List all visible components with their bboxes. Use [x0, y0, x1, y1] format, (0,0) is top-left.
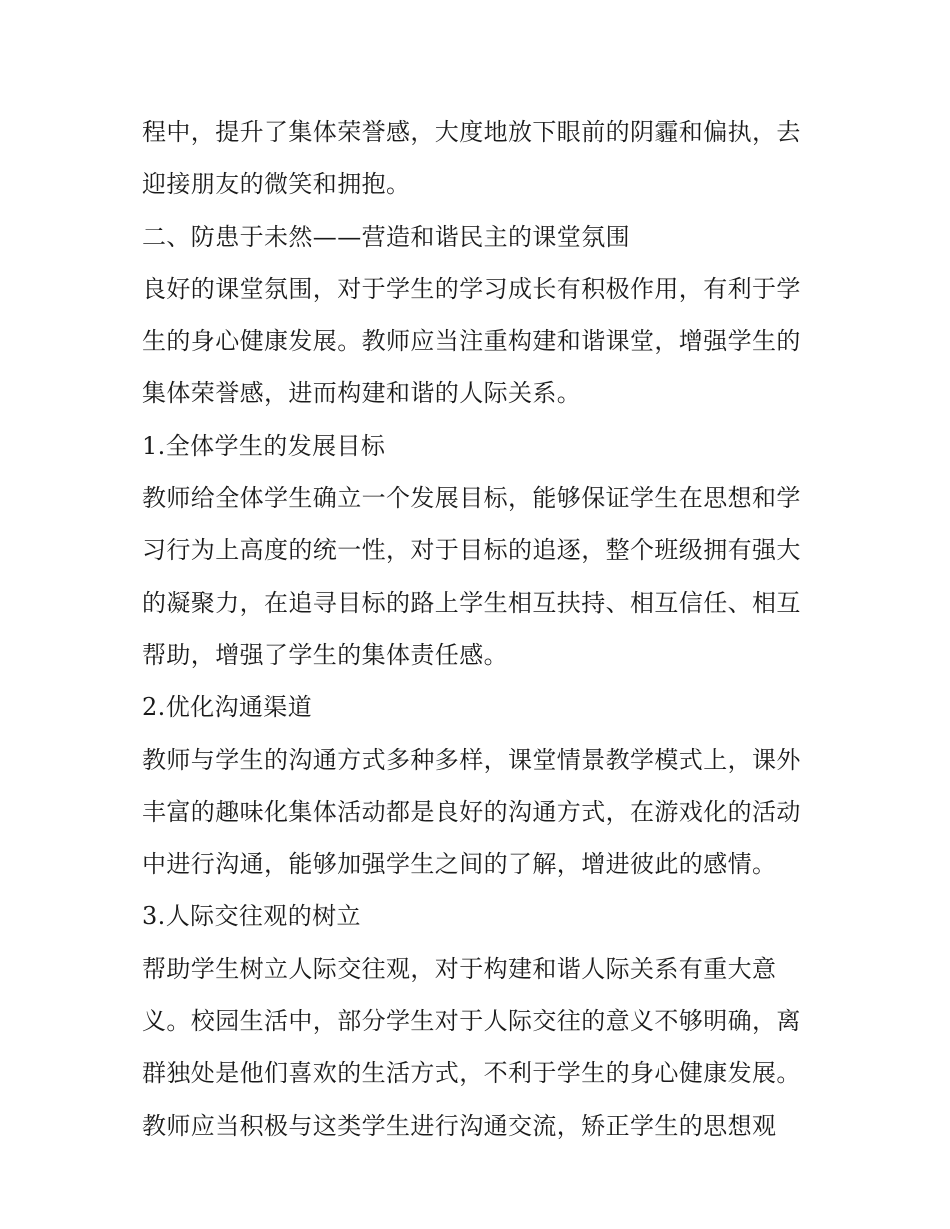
paragraph-line: 帮助学生树立人际交往观，对于构建和谐人际关系有重大意 [142, 954, 777, 983]
paragraph-line: 群独处是他们喜欢的生活方式，不利于学生的身心健康发展。 [142, 1059, 801, 1088]
paragraph-line: 习行为上高度的统一性，对于目标的追逐，整个班级拥有强大 [142, 536, 801, 565]
section-heading: 二、防患于未然——营造和谐民主的课堂氛围 [142, 222, 630, 251]
paragraph-line: 的凝聚力，在追寻目标的路上学生相互扶持、相互信任、相互 [142, 588, 801, 617]
paragraph-line: 帮助，增强了学生的集体责任感。 [142, 640, 508, 669]
paragraph-line: 中进行沟通，能够加强学生之间的了解，增进彼此的感情。 [142, 850, 777, 879]
subsection-heading: 2.优化沟通渠道 [142, 693, 313, 722]
subsection-heading: 1.全体学生的发展目标 [142, 431, 386, 460]
paragraph-line: 教师给全体学生确立一个发展目标，能够保证学生在思想和学 [142, 484, 801, 513]
paragraph-line: 集体荣誉感，进而构建和谐的人际关系。 [142, 379, 582, 408]
paragraph-line: 教师应当积极与这类学生进行沟通交流，矫正学生的思想观 [142, 1111, 777, 1140]
paragraph-line: 丰富的趣味化集体活动都是良好的沟通方式，在游戏化的活动 [142, 797, 801, 826]
paragraph-line: 程中，提升了集体荣誉感，大度地放下眼前的阴霾和偏执，去 [142, 118, 801, 146]
subsection-heading: 3.人际交往观的树立 [142, 902, 361, 931]
paragraph-line: 生的身心健康发展。教师应当注重构建和谐课堂，增强学生的 [142, 327, 801, 356]
paragraph-line: 教师与学生的沟通方式多种多样，课堂情景教学模式上，课外 [142, 745, 801, 774]
document-body [142, 106, 822, 1152]
paragraph-line: 良好的课堂氛围，对于学生的学习成长有积极作用，有利于学 [142, 274, 801, 303]
paragraph-line: 迎接朋友的微笑和拥抱。 [142, 170, 411, 199]
paragraph-line: 义。校园生活中，部分学生对于人际交往的意义不够明确，离 [142, 1007, 801, 1036]
